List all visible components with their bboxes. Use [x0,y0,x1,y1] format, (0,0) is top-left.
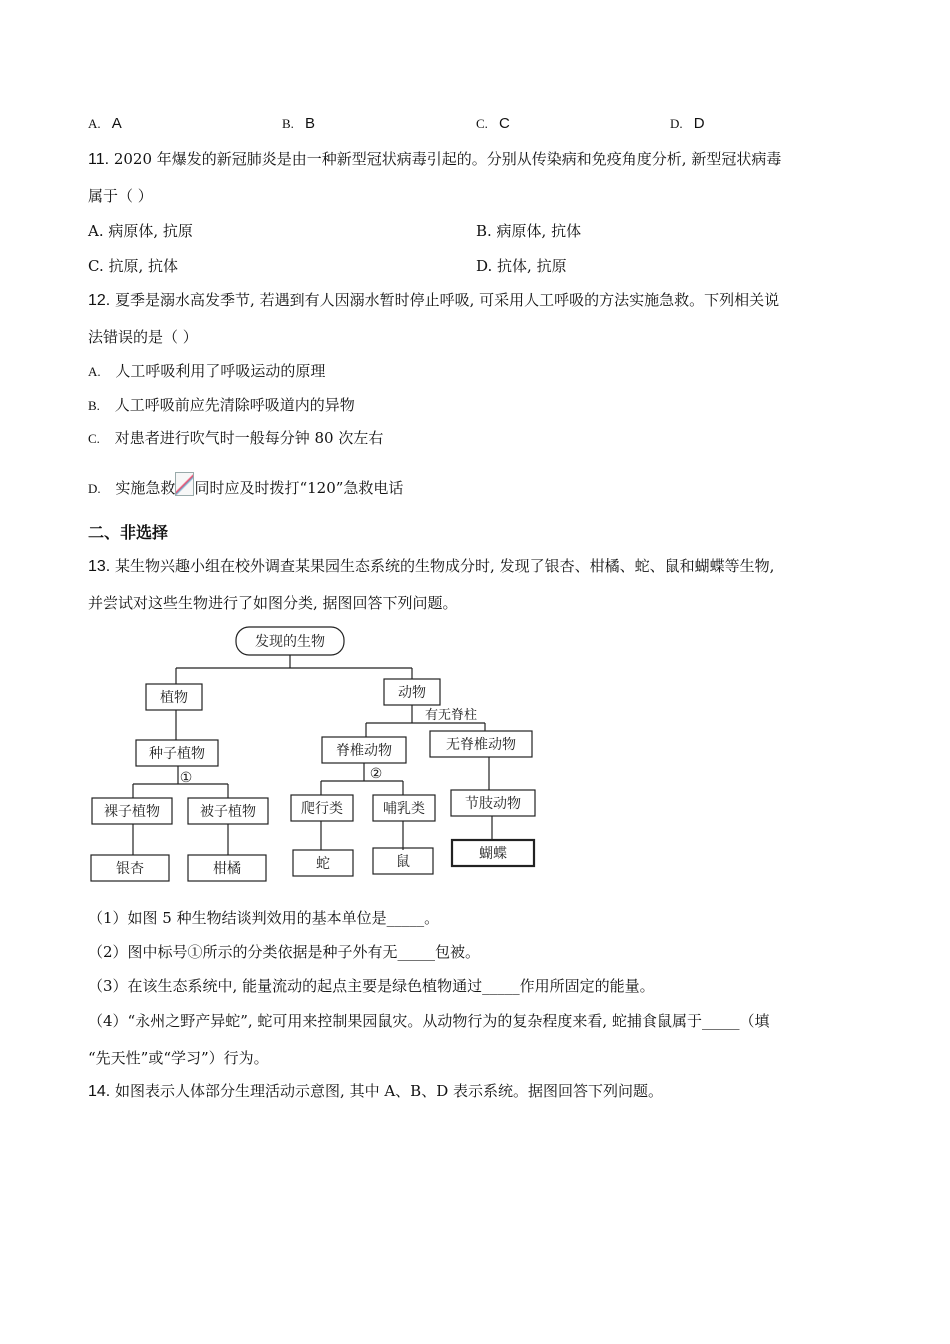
root-label: 发现的生物 [255,634,325,650]
mammals-label: 哺乳类 [383,801,425,817]
vertebrates-label: 脊椎动物 [336,743,392,759]
q13-stem-line1 [88,555,774,576]
q11-stem-line1 [88,148,781,169]
butterfly-label: 蝴蝶 [479,846,507,862]
plants-label: 植物 [160,690,188,706]
q13-sub-3: （3）在该生态系统中, 能量流动的起点主要是绿色植物通过_____作用所固定的能量。 [88,977,655,995]
q10-option-a [88,113,122,132]
classification-diagram [88,622,538,884]
option-letter: A. [88,116,101,131]
citrus-label: 柑橘 [213,861,241,877]
option-letter: D. [670,116,683,131]
q11-option-b: B. 病原体, 抗体 [476,222,582,240]
question-number: 14. [88,1083,111,1100]
circle-2-label: ② [369,766,383,782]
q10-option-c [476,113,510,132]
q13-sub-4: （4）“永州之野产异蛇”, 蛇可用来控制果园鼠灾。从动物行为的复杂程度来看, 蛇捕食鼠属于_____（填 [88,1012,770,1030]
reptiles-label: 爬行类 [301,801,343,817]
animals-label: 动物 [398,685,426,701]
option-letter: B. [282,116,294,131]
option-value: D [693,115,705,132]
circle-1-label: ① [179,770,193,786]
q10-option-d [670,113,705,132]
q11-option-a: A. 病原体, 抗原 [88,222,193,240]
question-text: 夏季是溺水高发季节, 若遇到有人因溺水暂时停止呼吸, 可采用人工呼吸的方法实施急救。下列相关说 [115,291,780,309]
arthropods-label: 节肢动物 [465,796,521,812]
q12-option-c [88,427,383,448]
q11-stem-line2: 属于（ ） [88,187,153,205]
ginkgo-label: 银杏 [116,861,144,877]
spine-label: 有无脊柱 [424,708,478,723]
broken-image-icon [175,472,194,496]
question-text: 某生物兴趣小组在校外调查某果园生态系统的生物成分时, 发现了银杏、柑橘、蛇、鼠和蝴蝶等生物, [115,557,775,575]
q13-sub-4-cont: “先天性”或“学习”）行为。 [88,1049,269,1067]
q12-stem-line1 [88,289,779,310]
section-heading: 二、非选择 [88,523,169,542]
gymnosperms-label: 裸子植物 [104,804,160,820]
invertebrates-label: 无脊椎动物 [446,737,516,753]
angiosperms-label: 被子植物 [200,804,256,820]
q12-option-d [88,472,403,498]
question-text: 2020 年爆发的新冠肺炎是由一种新型冠状病毒引起的。分别从传染病和免疫角度分析, 新型冠状病毒 [113,150,782,168]
q13-sub-1: （1）如图 5 种生物结谈判效用的基本单位是_____。 [88,909,440,927]
q12-stem-line2: 法错误的是（ ） [88,328,198,346]
option-letter: C. [476,116,488,131]
option-text: 同时应及时拨打“120”急救电话 [194,479,404,497]
option-text: 实施急救 [115,479,176,497]
q12-option-b [88,394,355,415]
option-letter: D. [88,481,101,496]
question-number: 12. [88,292,111,309]
question-number: 11. [88,151,110,168]
q13-sub-2: （2）图中标号①所示的分类依据是种子外有无_____包被。 [88,943,481,961]
option-value: A [111,115,122,132]
question-number: 13. [88,558,111,575]
option-letter: C. [88,431,100,446]
q12-option-a [88,360,325,381]
option-value: C [499,115,510,132]
option-value: B [305,115,316,132]
option-letter: A. [88,364,101,379]
option-letter: B. [88,398,100,413]
q13-stem-line2: 并尝试对这些生物进行了如图分类, 据图回答下列问题。 [88,594,458,612]
snake-label: 蛇 [316,856,330,872]
mouse-label: 鼠 [396,854,410,870]
question-text: 如图表示人体部分生理活动示意图, 其中 A、B、D 表示系统。据图回答下列问题。 [115,1082,663,1100]
option-text: 人工呼吸利用了呼吸运动的原理 [115,362,326,380]
q11-option-d: D. 抗体, 抗原 [476,257,567,275]
q14-stem [88,1080,663,1101]
seed-plants-label: 种子植物 [149,746,205,762]
option-text: 对患者进行吹气时一般每分钟 80 次左右 [114,429,384,447]
q10-option-b [282,113,315,132]
q11-option-c: C. 抗原, 抗体 [88,257,179,275]
option-text: 人工呼吸前应先清除呼吸道内的异物 [114,396,355,414]
